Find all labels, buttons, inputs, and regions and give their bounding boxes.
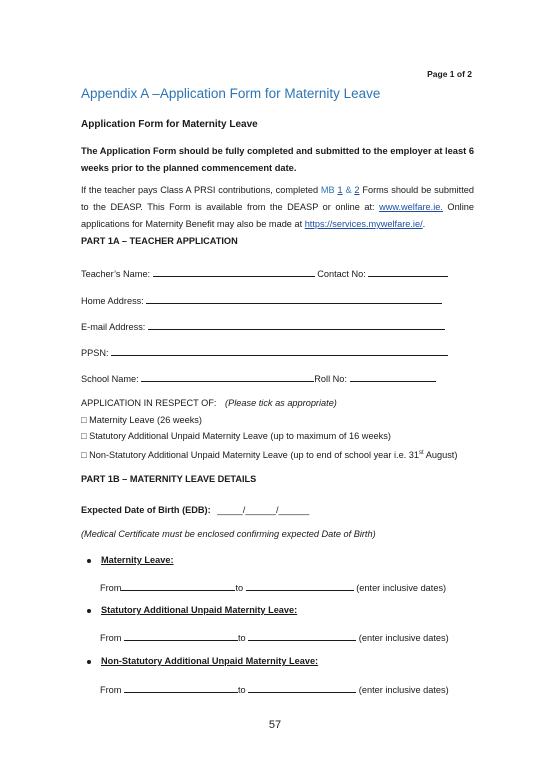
option-statutory-unpaid[interactable]: □ Statutory Additional Unpaid Maternity Leave (up to maximum of 16 weeks) — [81, 431, 391, 441]
edb-label: Expected Date of Birth (EDB): — [81, 505, 211, 515]
part1b-heading: PART 1B – MATERNITY LEAVE DETAILS — [81, 474, 257, 484]
home-address-label: Home Address: — [81, 296, 144, 306]
edb-field[interactable]: _____/______/______ — [217, 505, 310, 515]
section-title: Statutory Additional Unpaid Maternity Leave: — [101, 605, 298, 615]
section-title: Non-Statutory Additional Unpaid Maternity Leave: — [101, 656, 319, 666]
medical-note: (Medical Certificate must be enclosed confirming expected Date of Birth) — [81, 529, 376, 539]
section-maternity-dates — [100, 580, 446, 593]
bullet-icon — [87, 559, 91, 563]
from-date-field[interactable] — [121, 580, 235, 591]
from-label: From — [100, 633, 122, 643]
form-title: Application Form for Maternity Leave — [81, 119, 258, 130]
instruction-text: The Application Form should be fully completed and submitted to the employer at least 6 weeks prior to the planned commencement date. — [81, 146, 474, 173]
to-label: to — [238, 633, 246, 643]
school-name-label: School Name: — [81, 374, 139, 384]
page-number: 57 — [268, 719, 282, 731]
teacher-name-row — [81, 266, 448, 279]
date-hint: (enter inclusive dates) — [358, 685, 449, 695]
mb2-link[interactable]: 2 — [354, 185, 360, 195]
to-label: to — [238, 685, 246, 695]
section-title: Maternity Leave: — [101, 555, 174, 565]
respect-label: APPLICATION IN RESPECT OF: — [81, 398, 217, 408]
section-statutory-dates — [100, 630, 449, 643]
email-row — [81, 319, 445, 332]
from-date-field[interactable] — [124, 682, 238, 693]
teacher-name-label: Teacher’s Name: — [81, 269, 151, 279]
option3-sup: st — [419, 450, 424, 456]
ppsn-label: PPSN: — [81, 348, 109, 358]
to-label: to — [235, 583, 244, 593]
bullet-icon — [87, 609, 91, 613]
school-row — [81, 371, 436, 384]
section-nonstatutory-title — [87, 656, 318, 666]
option-nonstatutory-unpaid[interactable] — [81, 445, 457, 464]
mywelfare-link[interactable]: https://services.mywelfare.ie/ — [304, 219, 423, 229]
home-address-row — [81, 293, 442, 306]
home-address-field[interactable] — [146, 293, 442, 304]
email-field[interactable] — [148, 319, 445, 330]
respect-row — [81, 395, 337, 412]
amp-text: & — [342, 185, 355, 195]
respect-hint: (Please tick as appropriate) — [225, 398, 337, 408]
option-maternity-leave[interactable]: □ Maternity Leave (26 weeks) — [81, 415, 202, 425]
bullet-icon — [87, 660, 91, 664]
option3-post: August) — [423, 450, 458, 461]
prsi-text-3: Online applications for Maternity Benefit may also be made at — [81, 202, 474, 229]
part1a-heading: PART 1A – TEACHER APPLICATION — [81, 236, 238, 246]
section-statutory-title — [87, 605, 297, 615]
from-label: From — [100, 583, 122, 593]
mb1-link[interactable]: 1 — [337, 185, 343, 195]
to-date-field[interactable] — [248, 682, 356, 693]
section-nonstatutory-dates — [100, 682, 449, 695]
page-label: Page 1 of 2 — [427, 69, 472, 79]
email-label: E-mail Address: — [81, 322, 146, 332]
date-hint: (enter inclusive dates) — [358, 633, 449, 643]
option3-text: □ Non-Statutory Additional Unpaid Maternity Leave (up to end of school year i.e. 31 — [81, 450, 420, 461]
teacher-name-field[interactable] — [153, 266, 315, 277]
appendix-title: Appendix A –Application Form for Maternity Leave — [81, 86, 381, 101]
prsi-text-4: . — [422, 219, 426, 229]
prsi-text-1: If the teacher pays Class A PRSI contributions, completed — [81, 185, 321, 195]
roll-no-field[interactable] — [350, 371, 436, 382]
date-hint: (enter inclusive dates) — [356, 583, 447, 593]
prsi-paragraph — [81, 182, 474, 233]
school-name-field[interactable] — [141, 371, 314, 382]
contact-no-field[interactable] — [368, 266, 448, 277]
contact-no-label: Contact No: — [317, 269, 366, 279]
mb-label: MB — [320, 185, 335, 195]
roll-no-label: Roll No: — [314, 374, 347, 384]
to-date-field[interactable] — [248, 630, 356, 641]
ppsn-field[interactable] — [111, 345, 448, 356]
to-date-field[interactable] — [246, 580, 354, 591]
edb-row — [81, 505, 309, 515]
from-date-field[interactable] — [124, 630, 238, 641]
from-label: From — [100, 685, 122, 695]
prsi-text-2: Forms should be submitted to the DEASP. This Form is available from the DEASP or online at: — [81, 185, 474, 212]
welfare-link[interactable]: www.welfare.ie. — [379, 202, 443, 212]
section-maternity-title — [87, 555, 174, 565]
ppsn-row — [81, 345, 448, 358]
